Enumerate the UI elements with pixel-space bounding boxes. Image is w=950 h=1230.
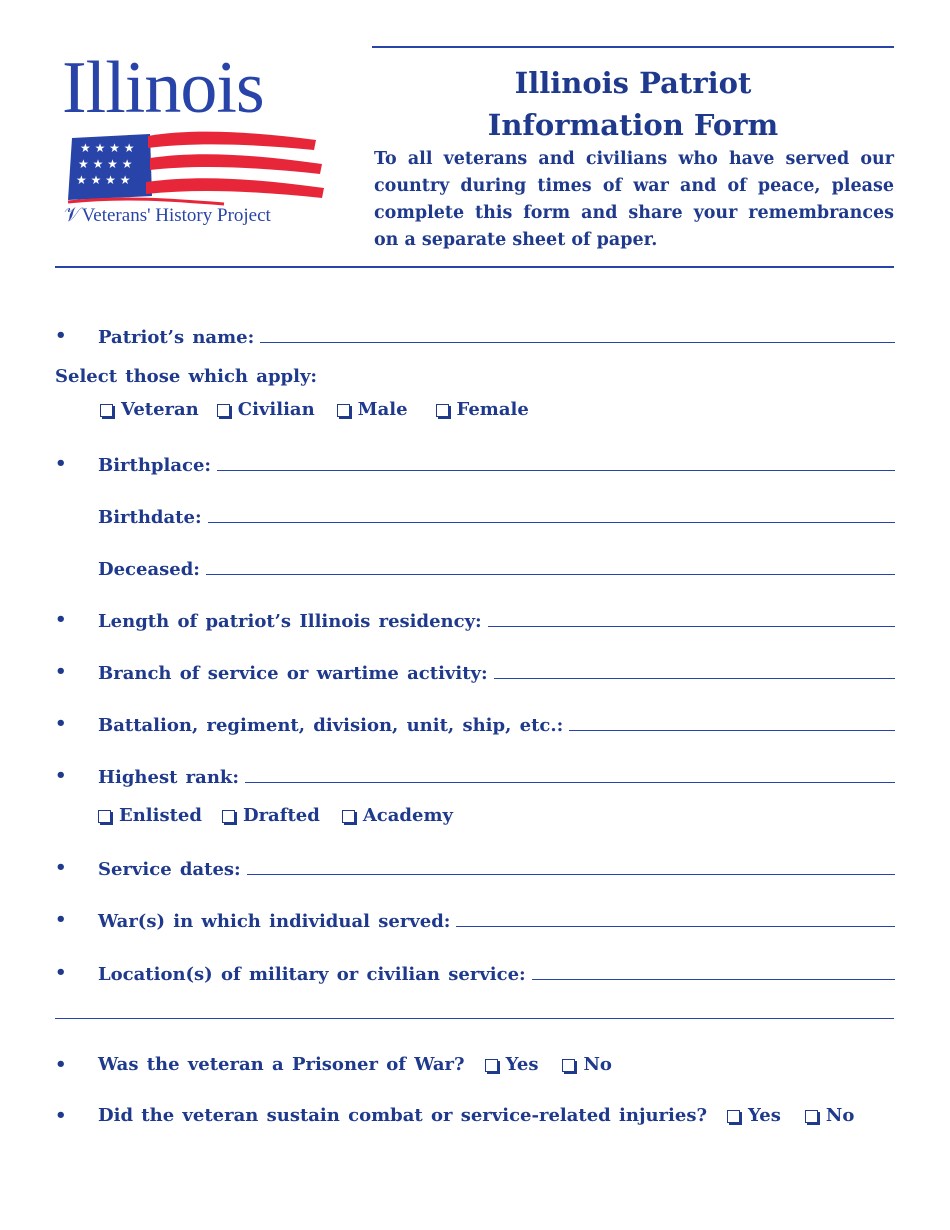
wars-field: • War(s) in which individual served: — [55, 904, 895, 932]
male-checkbox[interactable]: Male — [337, 399, 408, 420]
select-apply-label: Select those which apply: — [55, 366, 318, 387]
branch-field: • Branch of service or wartime activity: — [55, 656, 895, 684]
residency-input[interactable] — [488, 625, 895, 627]
svg-text:★ ★ ★ ★: ★ ★ ★ ★ — [78, 157, 133, 171]
pow-yes-checkbox[interactable]: Yes — [485, 1054, 539, 1075]
rank-options — [98, 805, 453, 826]
rank-input[interactable] — [245, 781, 895, 783]
patriot-name-field: • Patriot’s name: — [55, 320, 895, 348]
pow-question: • Was the veteran a Prisoner of War? Yes No — [55, 1054, 612, 1075]
apply-options — [100, 399, 529, 420]
form-title: Illinois Patriot Information Form — [487, 66, 779, 142]
vhp-script-mark: 𝒱 — [64, 204, 81, 226]
illinois-vhp-logo — [62, 48, 332, 238]
service-dates-field: • Service dates: — [55, 852, 895, 880]
deceased-field: Deceased: — [55, 552, 895, 580]
veteran-checkbox[interactable]: Veteran — [100, 399, 199, 420]
locations-continuation-line[interactable] — [55, 1018, 894, 1019]
wars-input[interactable] — [456, 925, 895, 927]
residency-field: • Length of patriot’s Illinois residency: — [55, 604, 895, 632]
logo-subtitle: Veterans' History Project — [81, 205, 271, 226]
pow-no-checkbox[interactable]: No — [562, 1054, 611, 1075]
flag-icon — [64, 130, 326, 206]
locations-field: • Location(s) of military or civilian service: — [55, 957, 895, 985]
battalion-field: • Battalion, regiment, division, unit, ship, etc.: — [55, 708, 895, 736]
female-checkbox[interactable]: Female — [436, 399, 529, 420]
branch-input[interactable] — [494, 677, 895, 679]
locations-input[interactable] — [532, 978, 895, 980]
birthplace-input[interactable] — [217, 469, 895, 471]
patriot-name-input[interactable] — [260, 341, 895, 343]
drafted-checkbox[interactable]: Drafted — [222, 805, 320, 826]
header-top-rule — [372, 46, 894, 48]
svg-text:★ ★ ★ ★: ★ ★ ★ ★ — [76, 173, 131, 187]
service-dates-input[interactable] — [247, 873, 895, 875]
battalion-input[interactable] — [569, 729, 895, 731]
academy-checkbox[interactable]: Academy — [342, 805, 453, 826]
enlisted-checkbox[interactable]: Enlisted — [98, 805, 202, 826]
intro-text: To all veterans and civilians who have served our country during times of war and of peace, please complete this form and share your remembrances on a separate sheet of paper. — [374, 149, 894, 250]
birthplace-field: • Birthplace: — [55, 448, 895, 476]
injuries-yes-checkbox[interactable]: Yes — [727, 1105, 781, 1126]
logo-title: Illinois — [62, 47, 264, 129]
birthdate-field: Birthdate: — [55, 500, 895, 528]
injuries-no-checkbox[interactable]: No — [805, 1105, 854, 1126]
birthdate-input[interactable] — [208, 521, 895, 523]
injuries-question: • Did the veteran sustain combat or service-related injuries? Yes No — [55, 1105, 855, 1126]
civilian-checkbox[interactable]: Civilian — [217, 399, 315, 420]
header-bottom-rule — [55, 266, 894, 268]
svg-text:★ ★ ★ ★: ★ ★ ★ ★ — [80, 141, 135, 155]
rank-field: • Highest rank: — [55, 760, 895, 788]
deceased-input[interactable] — [206, 573, 895, 575]
